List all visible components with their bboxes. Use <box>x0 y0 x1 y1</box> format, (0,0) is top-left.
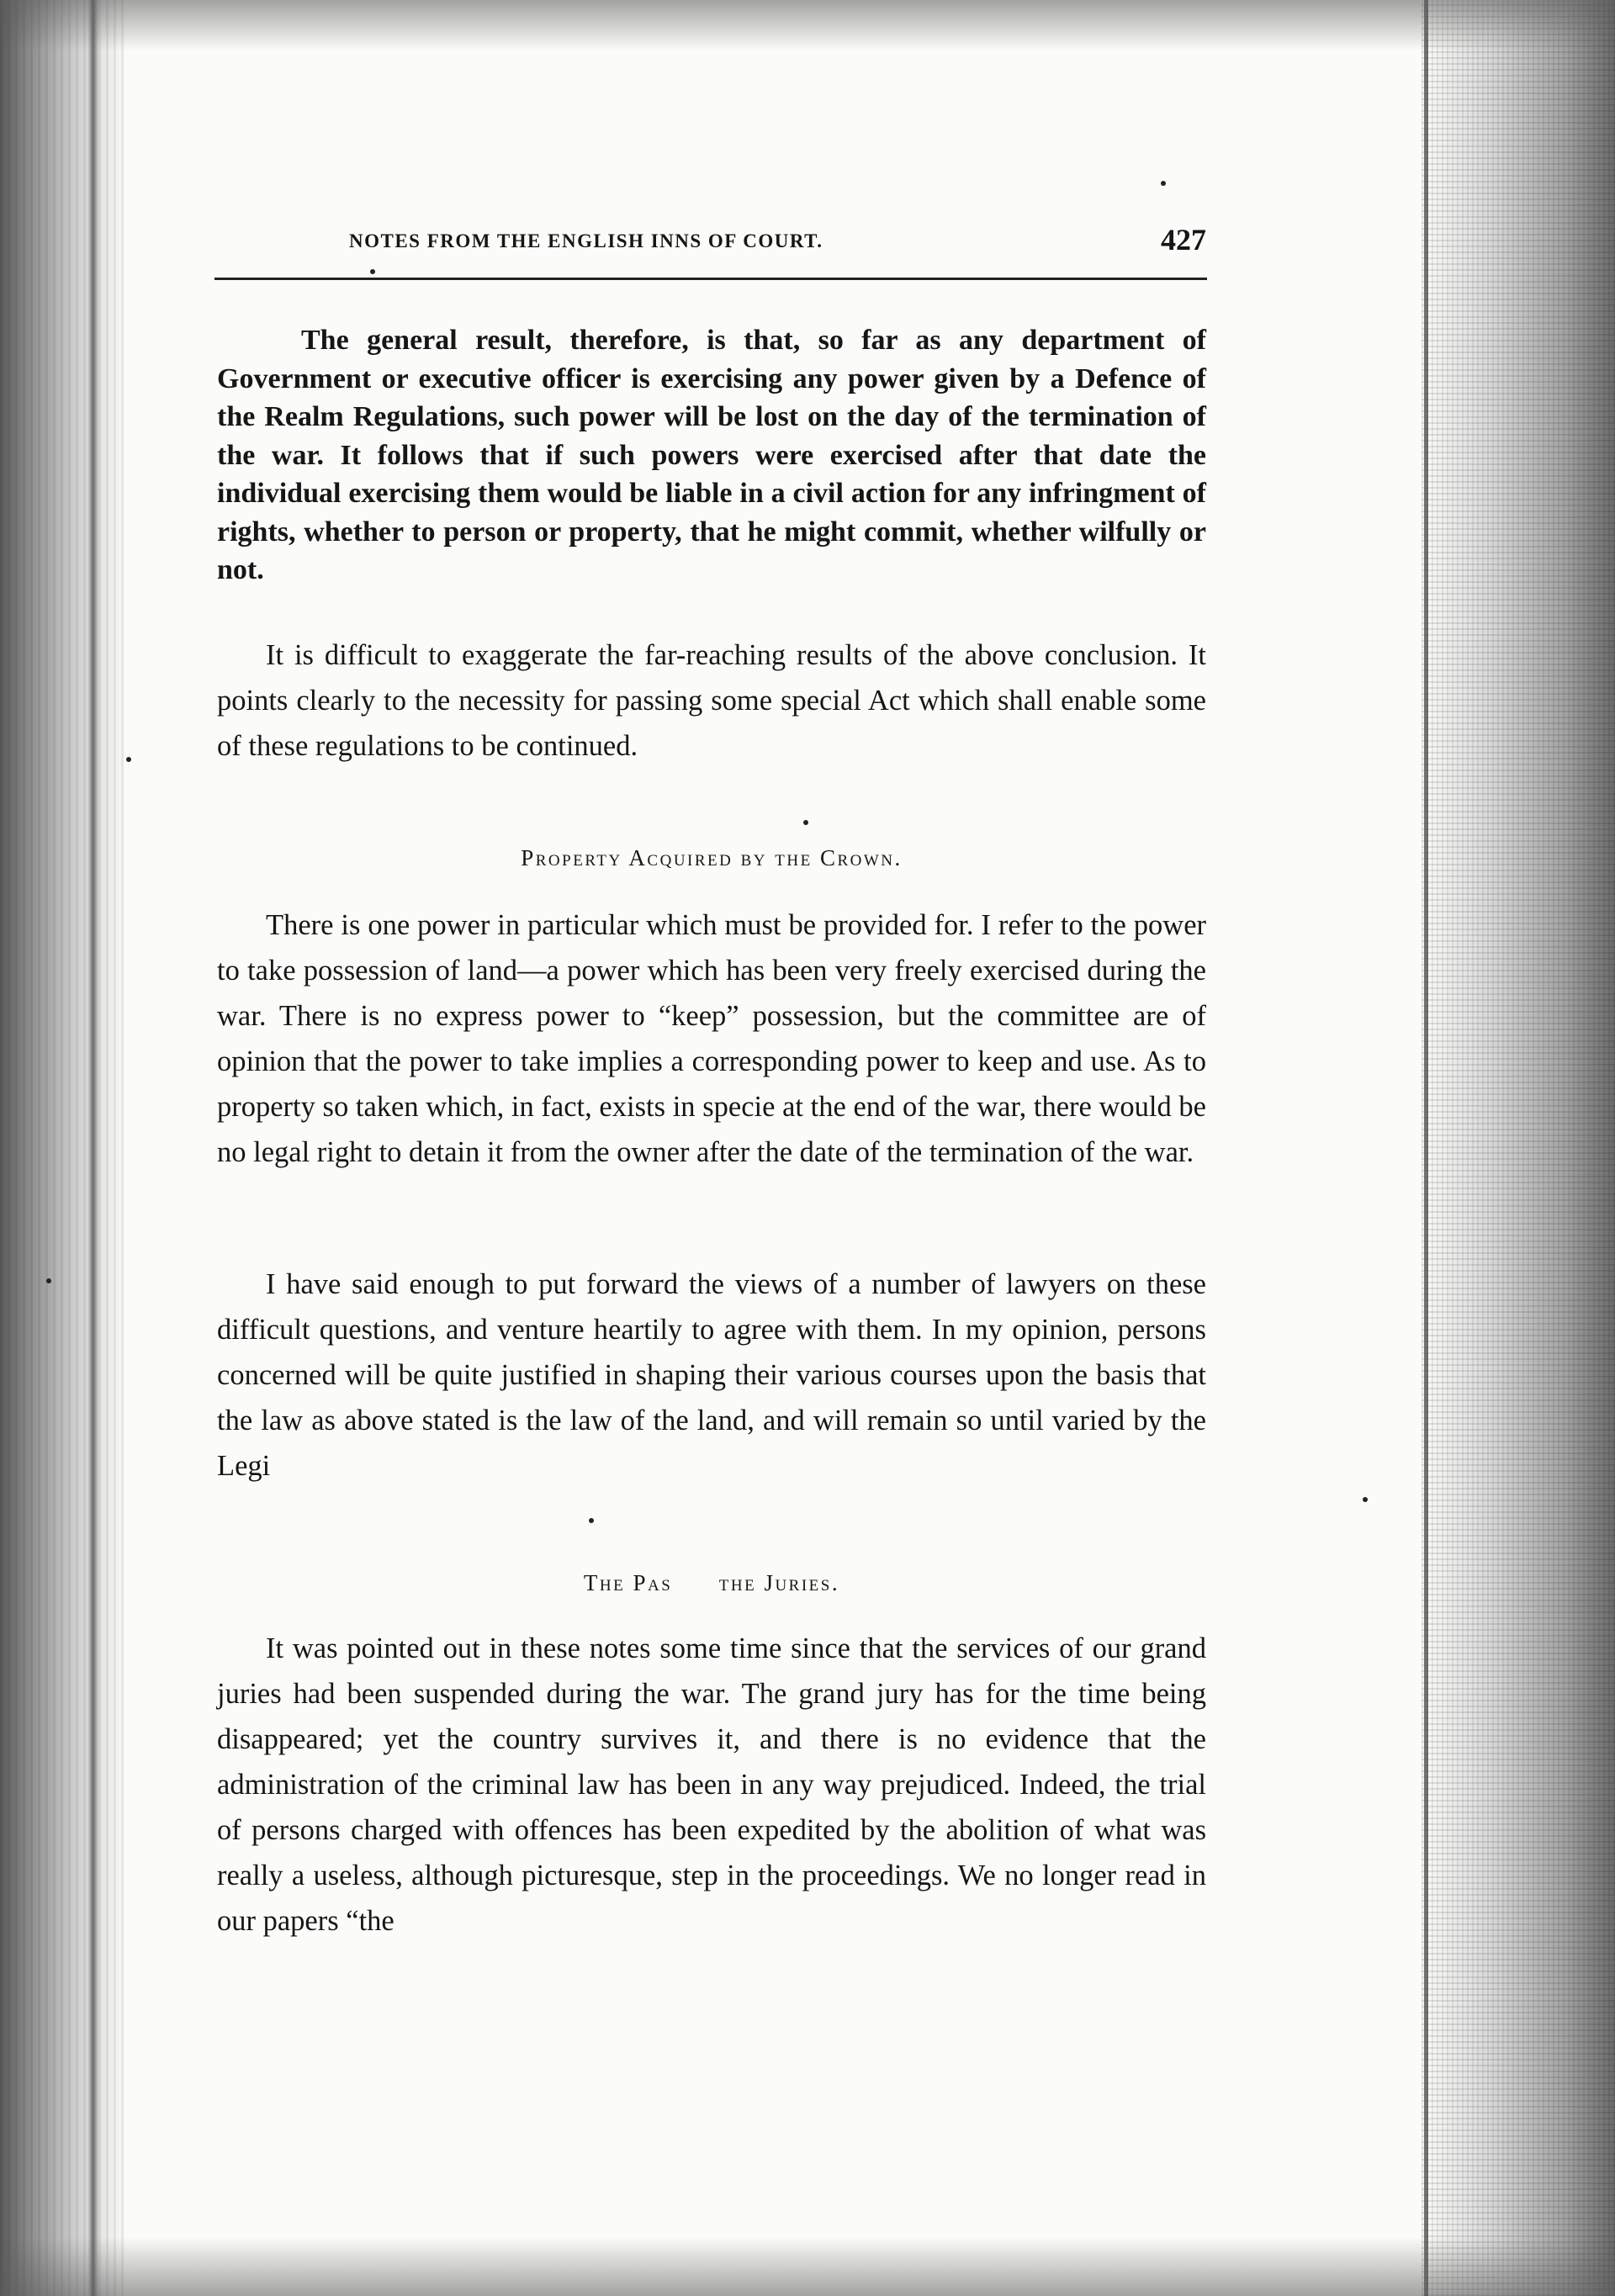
paragraph-text: The general result, therefore, is that, so far as any department of Government or executive officer is exercising any power given by a Defence of the Realm Regulations, such power will be lost on the day of the termination of the war. It follows that if such powers were exercised after that date the individual exercising them would be liable in a civil action for any infringment of rights, whether to person or property, that he might commit, whether wilfully or not. <box>217 325 1206 585</box>
right-page-edge-shadow <box>1422 0 1615 2296</box>
paragraph-text: There is one power in particular which must be provided for. I refer to the power to take possession of land—a power which has been very freely exercised during the war. There is no express power to “keep” possession, but the committee are of opinion that the power to take implies a corresponding power to keep and use. As to property so taken which, in fact, exists in specie at the end of the war, there would be no legal right to detain it from the owner after the date of the termination of the war. <box>217 909 1206 1168</box>
scan-speck <box>1161 181 1166 186</box>
section-heading-property: Property Acquired by the Crown. <box>521 845 903 870</box>
paragraph-text: I have said enough to put forward the views of a number of lawyers on these difficult questions, and venture heartily to agree with them. In my opinion, persons concerned will be quite justified in shaping their various courses upon the basis that the law as above stated is the law of the land, and will remain so until varied by the Legi <box>217 1268 1206 1482</box>
header-rule <box>214 278 1207 280</box>
binding-gutter-line <box>87 0 99 2296</box>
right-gutter-line <box>1424 0 1428 2296</box>
paragraph-general-result <box>217 321 1206 590</box>
page-number: 427 <box>1161 223 1206 257</box>
running-head <box>303 224 1206 266</box>
paragraph-text: It was pointed out in these notes some time since that the services of our grand juries had been suspended during the war. The grand jury has for the time being disappeared; yet the country survives it, and there is no evidence that the administration of the criminal law has been in any way prejudiced. Indeed, the trial of persons charged with offences has been expedited by the abolition of what was really a useless, although picturesque, step in the proceedings. We no longer read in our papers “the <box>217 1632 1206 1937</box>
scan-speck <box>589 1518 594 1523</box>
bottom-page-edge-shadow <box>0 2237 1615 2296</box>
scan-speck <box>370 269 375 274</box>
top-page-edge-shadow <box>0 0 1615 50</box>
paragraph-grand-juries <box>217 1626 1206 1944</box>
scan-speck <box>126 757 131 762</box>
left-page-edge-shadow <box>0 0 126 2296</box>
section-heading-juries: The Pas the Juries. <box>583 1570 840 1595</box>
paragraph-text: It is difficult to exaggerate the far-reaching results of the above conclusion. It points clearly to the necessity for passing some special Act which shall enable some of these regulations to be continued. <box>217 639 1206 762</box>
scan-speck <box>46 1278 51 1283</box>
paragraph-exaggerate <box>217 632 1206 769</box>
scan-speck <box>1363 1497 1368 1502</box>
paragraph-power-to-take <box>217 902 1206 1175</box>
scan-speck <box>803 820 808 825</box>
running-head-title: NOTES FROM THE ENGLISH INNS OF COURT. <box>349 230 823 251</box>
paragraph-views-of-lawyers <box>217 1262 1206 1489</box>
